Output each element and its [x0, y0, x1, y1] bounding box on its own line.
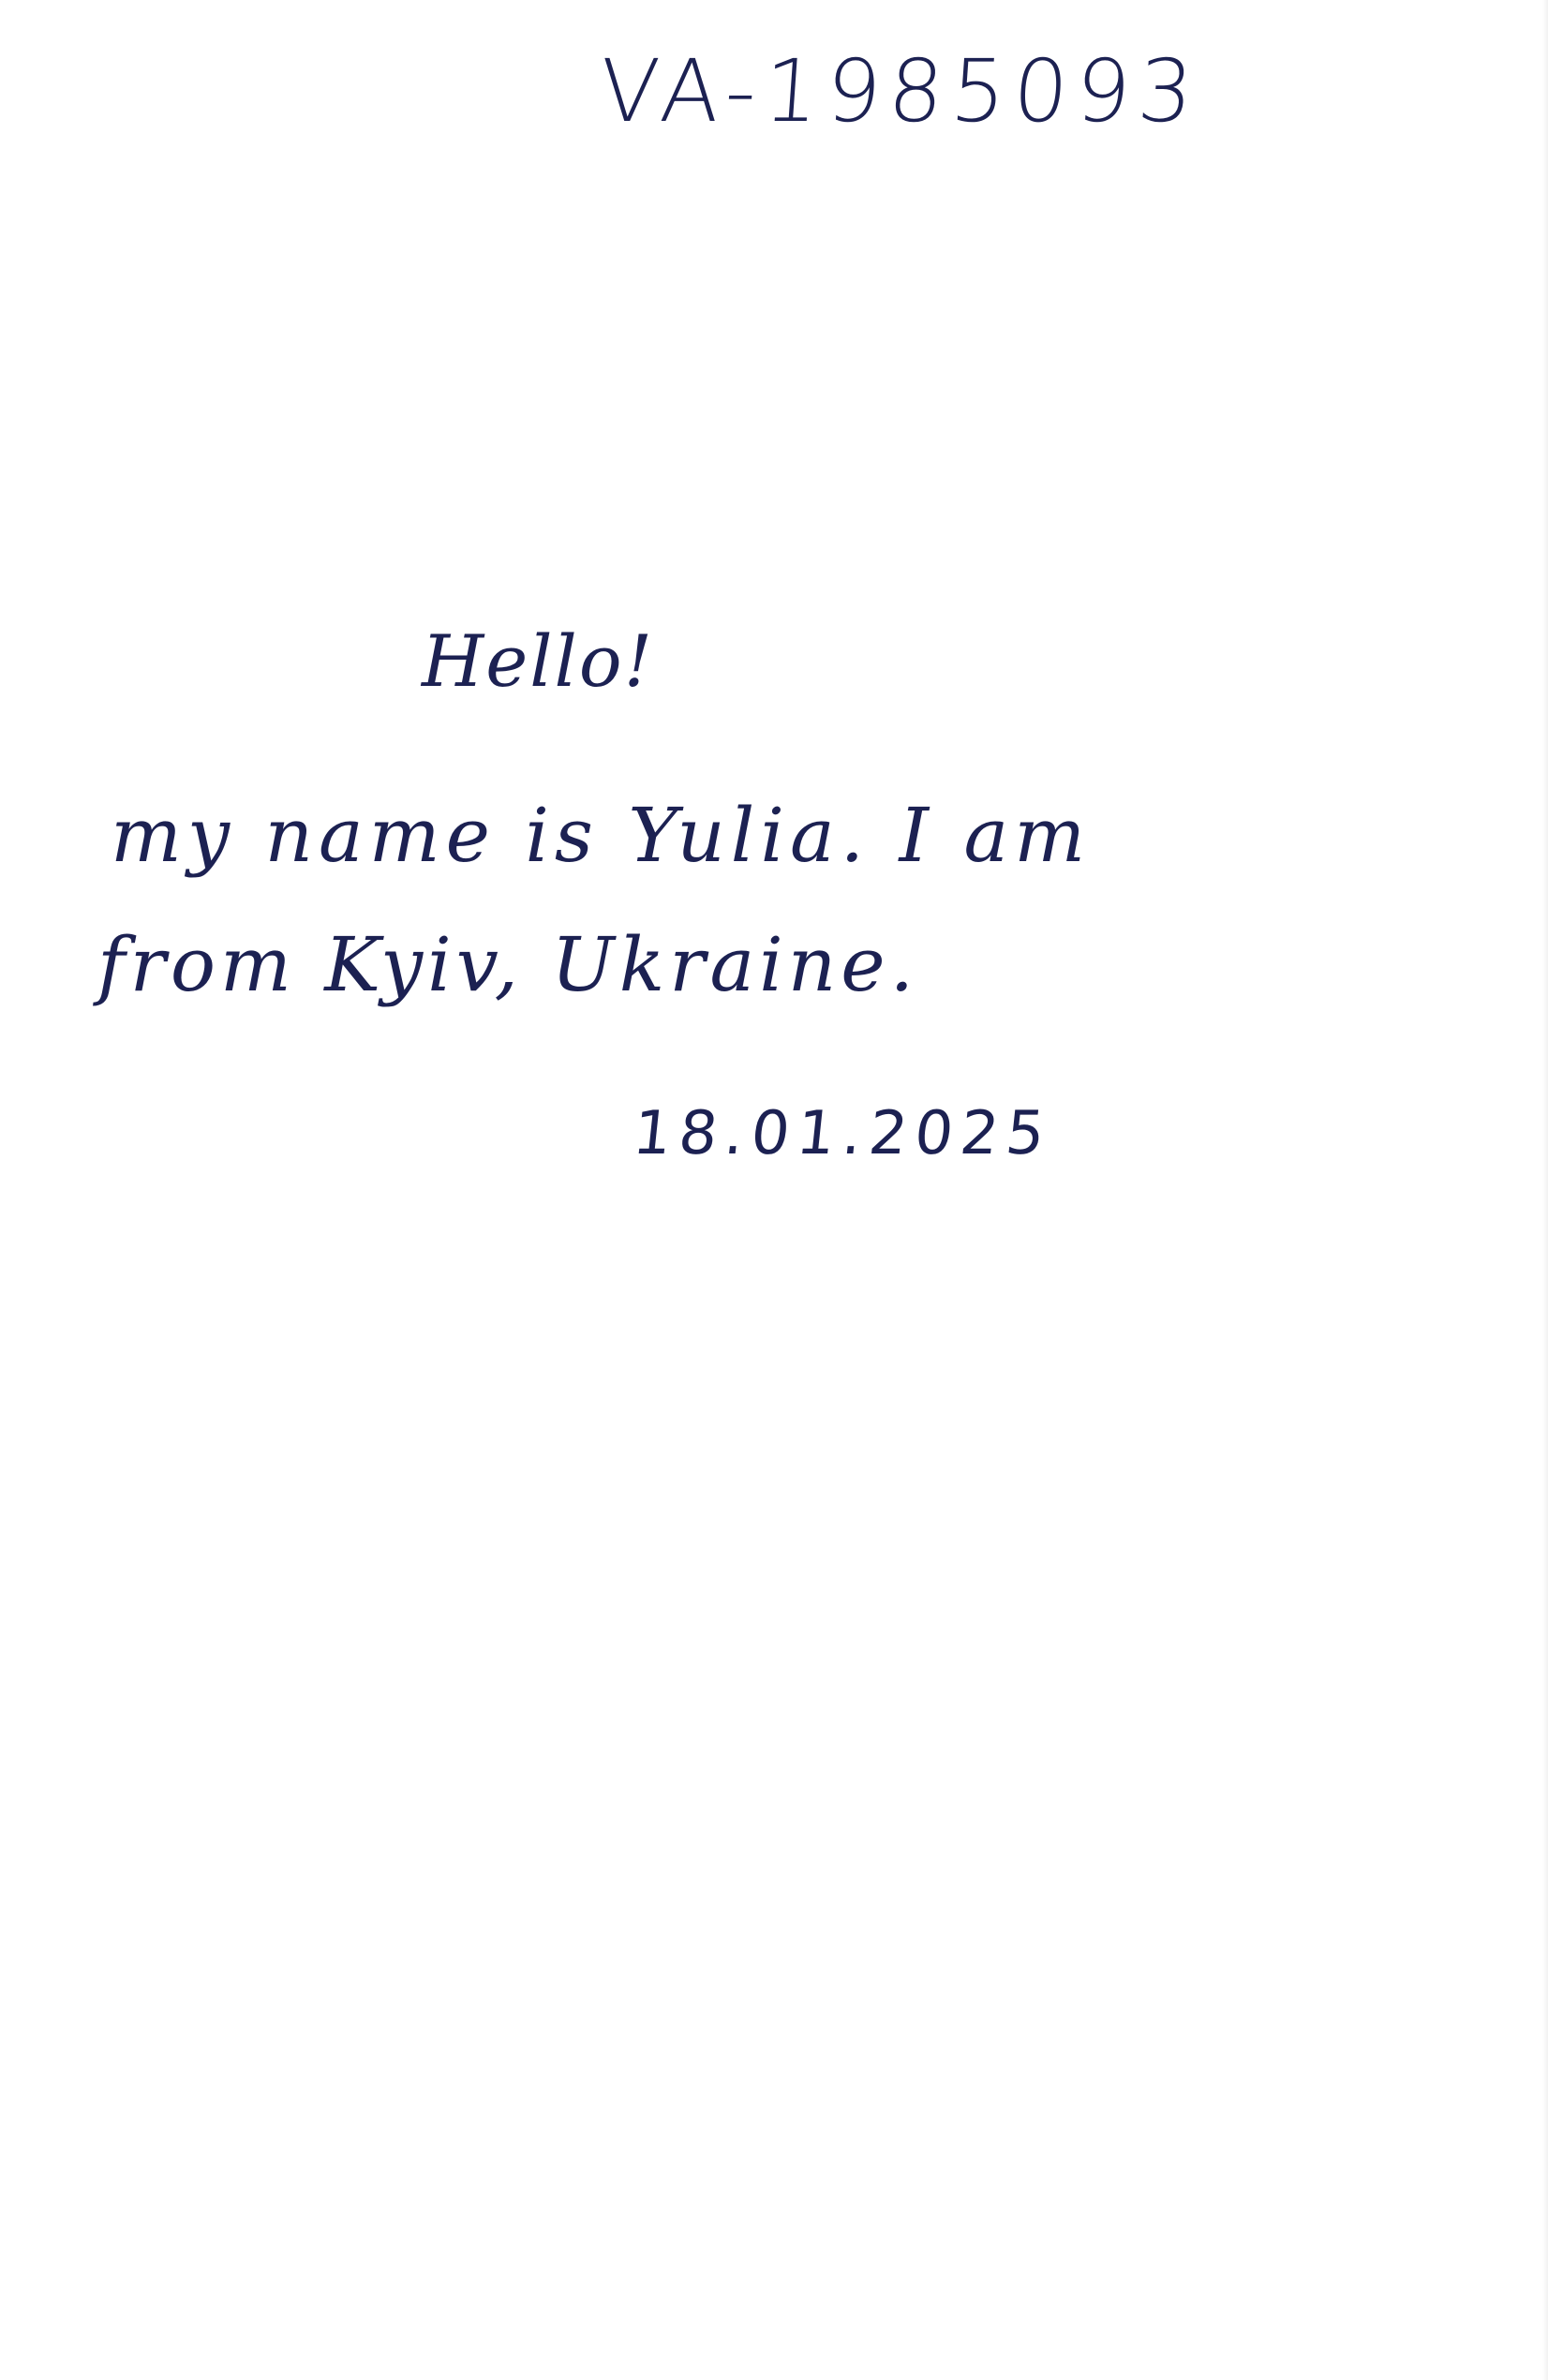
- body-line-2: from Kyiv, Ukraine.: [97, 921, 919, 1008]
- reference-code: VA-1985093: [596, 41, 1204, 141]
- body-line-1: my name is Yulia. I am: [111, 792, 1092, 879]
- page-edge-shadow: [1542, 0, 1548, 2380]
- greeting: Hello!: [422, 619, 655, 703]
- date: 18.01.2025: [630, 1099, 1056, 1168]
